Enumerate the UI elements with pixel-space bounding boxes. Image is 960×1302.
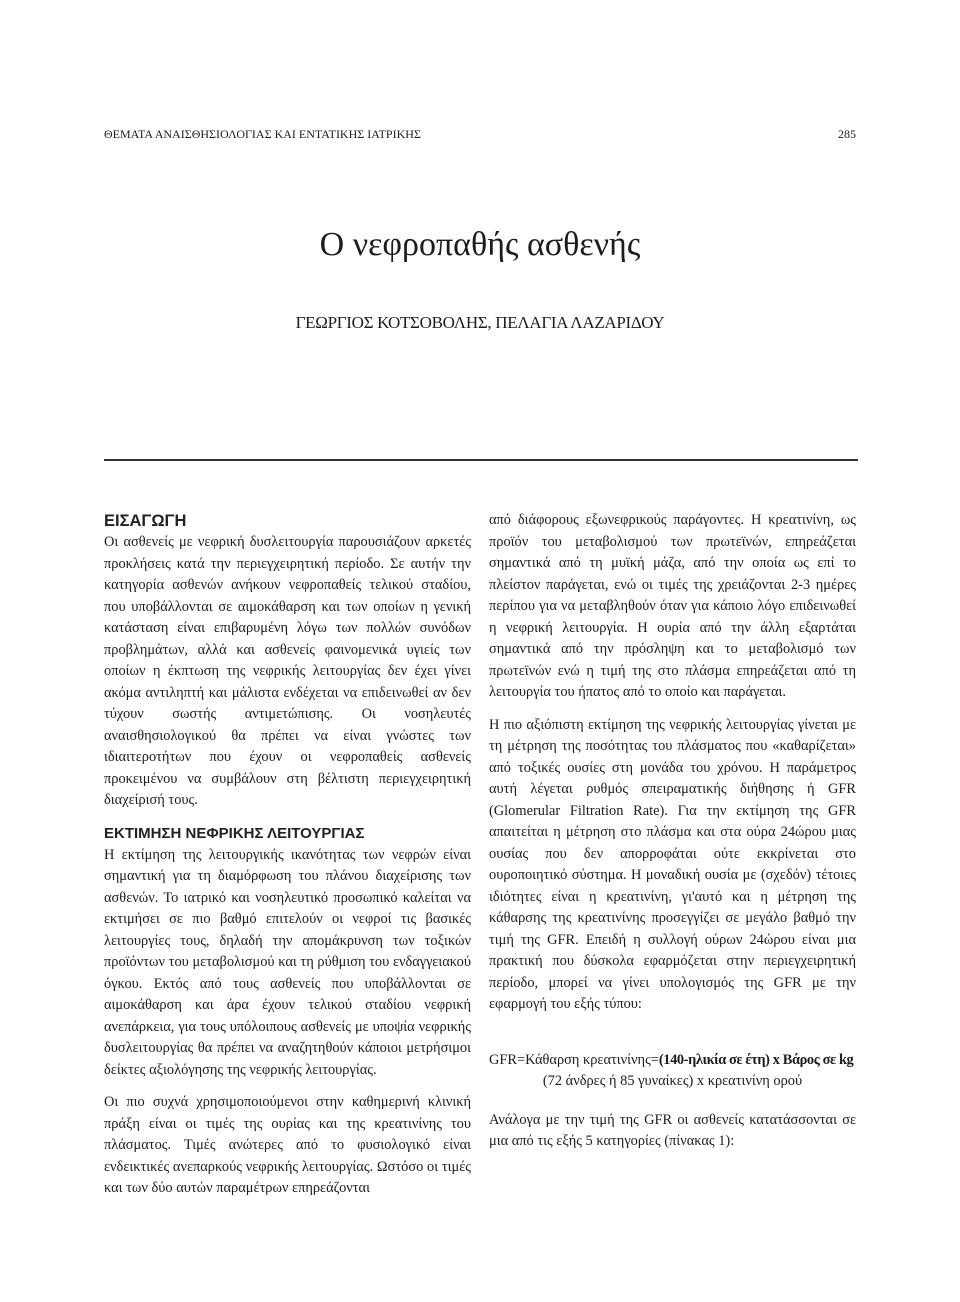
section-heading-introduction: ΕΙΣΑΓΩΓΗ [104, 512, 187, 530]
page-number: 285 [838, 127, 856, 141]
right-column [489, 510, 856, 1153]
gfr-formula-numerator [489, 1050, 856, 1072]
assessment-paragraph-3: Η πιο αξιόπιστη εκτίμηση της νεφρικής λειτουργίας γίνεται με τη μέτρηση της ποσότητας του πλάσματος που «καθαρίζεται» από τοξικές ουσίες στη μονάδα του χρόνου. Η παράμετρος αυτή λέγεται ρυθμός σπειραματικής διήθησης ή GFR (Glomerular Filtration Rate). Για την εκτίμηση της GFR απαιτείται η μέτρηση στο πλάσμα και στα ούρα 24ώρου μιας ουσίας που δεν απορροφάται ούτε εκκρίνεται στο ουροποιητικό σύστημα. Η μοναδική ουσία με (σχεδόν) τέτοιες ιδιότητες είναι η κρεατινίνη, γι'αυτό και η μέτρηση της κάθαρσης της κρεατινίνης προσεγγίζει σε μεγάλο βαθμό την τιμή της GFR. Επειδή η συλλογή ούρων 24ώρου είναι μια πρακτική που δύσκολα εφαρμόζεται στην περιεγχειρητική περίοδο, μπορεί να γίνει υπολογισμός της GFR με την εφαρμογή του εξής τύπου: [489, 716, 856, 1012]
assessment-paragraph-4: Ανάλογα με την τιμή της GFR οι ασθενείς κατατάσσονται σε μια από τις εξής 5 κατηγορίες (πίνακας 1): [489, 1111, 856, 1149]
gfr-formula-denominator: (72 άνδρες ή 85 γυναίκες) x κρεατινίνη ορού [542, 1073, 803, 1089]
assessment-paragraph-1: Η εκτίμηση της λειτουργικής ικανότητας των νεφρών είναι σημαντική για τη διαμόρφωση του πλάνου διαχείρισης των ασθενών. Το ιατρικό και νοσηλευτικό προσωπικό καλείται να εκτιμήσει σε πιο βαθμό επιτελούν οι νεφροί τις βασικές λειτουργίες τους, δηλαδή την απομάκρυνση των τοξικών προϊόντων του μεταβολισμού και τη ρύθμιση του ενδαγγειακού όγκου. Εκτός από τους ασθενείς που υποβάλλονται σε αιμοκάθαρση και άρα έχουν τελικού σταδίου νεφρική ανεπάρκεια, για τους υπόλοιπους ασθενείς με υποψία νεφρικής δυσλειτουργίας θα πρέπει να αναζητηθούν κάποιοι μετρήσιμοι δείκτες αξιολόγησης της νεφρικής λειτουργίας. [104, 846, 471, 1078]
assessment-paragraph-2-continued: από διάφορους εξωνεφρικούς παράγοντες. Η κρεατινίνη, ως προϊόν του μεταβολισμού των πρωτεϊνών, επηρεάζεται σημαντικά από τη μυϊκή μάζα, από την οποία ως επί το πλείστον παράγεται, ενώ οι τιμές της χρειάζονται 2-3 ημέρες περίπου για να μεταβληθούν όταν για κάποιο λόγο επιδεινωθεί η νεφρική λειτουργία. Η ουρία από την άλλη εξαρτάται σημαντικά από την πρόσληψη και το μεταβολισμό των πρωτεϊνών ενώ η τιμή της στο πλάσμα επηρεάζεται από τη λειτουργία του ήπατος από το οποίο και παράγεται. [489, 512, 856, 700]
gfr-formula [489, 1050, 856, 1093]
running-header [104, 127, 856, 142]
left-column [104, 510, 471, 1200]
title-divider [104, 459, 858, 461]
section-heading-renal-assessment: ΕΚΤΙΜΗΣΗ ΝΕΦΡΙΚΗΣ ΛΕΙΤΟΥΡΓΙΑΣ [104, 824, 365, 842]
article-title: Ο νεφροπαθής ασθενής [319, 226, 641, 263]
gfr-formula-bold: (140-ηλικία σε έτη) x Βάρος σε kg [658, 1051, 854, 1068]
journal-name: ΘΕΜΑΤΑ ΑΝΑΙΣΘΗΣΙΟΛΟΓΙΑΣ ΚΑΙ ΕΝΤΑΤΙΚΗΣ ΙΑΤΡΙΚΗΣ [104, 127, 421, 141]
gfr-formula-prefix: GFR=Κάθαρση κρεατινίνης= [489, 1051, 659, 1068]
assessment-paragraph-2: Οι πιο συχνά χρησιμοποιούμενοι στην καθημερινή κλινική πράξη είναι οι τιμές της ουρίας και της κρεατινίνης του πλάσματος. Τιμές ανώτερες από το φυσιολογικό είναι ενδεικτικές ανεπαρκούς νεφρικής λειτουργίας. Ωστόσο οι τιμές και των δύο αυτών παραμέτρων επηρεάζονται [104, 1094, 471, 1196]
introduction-paragraph: Οι ασθενείς με νεφρική δυσλειτουργία παρουσιάζουν αρκετές προκλήσεις κατά την περιεγχειρητική περίοδο. Σε αυτήν την κατηγορία ασθενών ανήκουν νεφροπαθείς τελικού σταδίου, που υποβάλλονται σε αιμοκάθαρση και των οποίων η γενική κατάσταση είναι επιβαρυμένη λόγω των πολλών συνόδων προβλημάτων, αλλά και ασθενείς φαινομενικά υγιείς των οποίων η έκπτωση της νεφρικής λειτουργίας δεν έχει γίνει ακόμα αντιληπτή και μάλιστα ενδέχεται να επιδεινωθεί αν δεν τύχουν σωστής αντιμετώπισης. Οι νοσηλευτές αναισθησιολογικού θα πρέπει να είναι γνώστες των ιδιαιτεροτήτων που έχουν οι νεφροπαθείς ασθενείς προκειμένου να συμβάλουν στη βέλτιστη περιεγχειρητική διαχείρισή τους. [104, 534, 471, 808]
article-authors: ΓΕΩΡΓΙΟΣ ΚΟΤΣΟΒΟΛΗΣ, ΠΕΛΑΓΙΑ ΛΑΖΑΡΙΔΟΥ [295, 313, 665, 332]
